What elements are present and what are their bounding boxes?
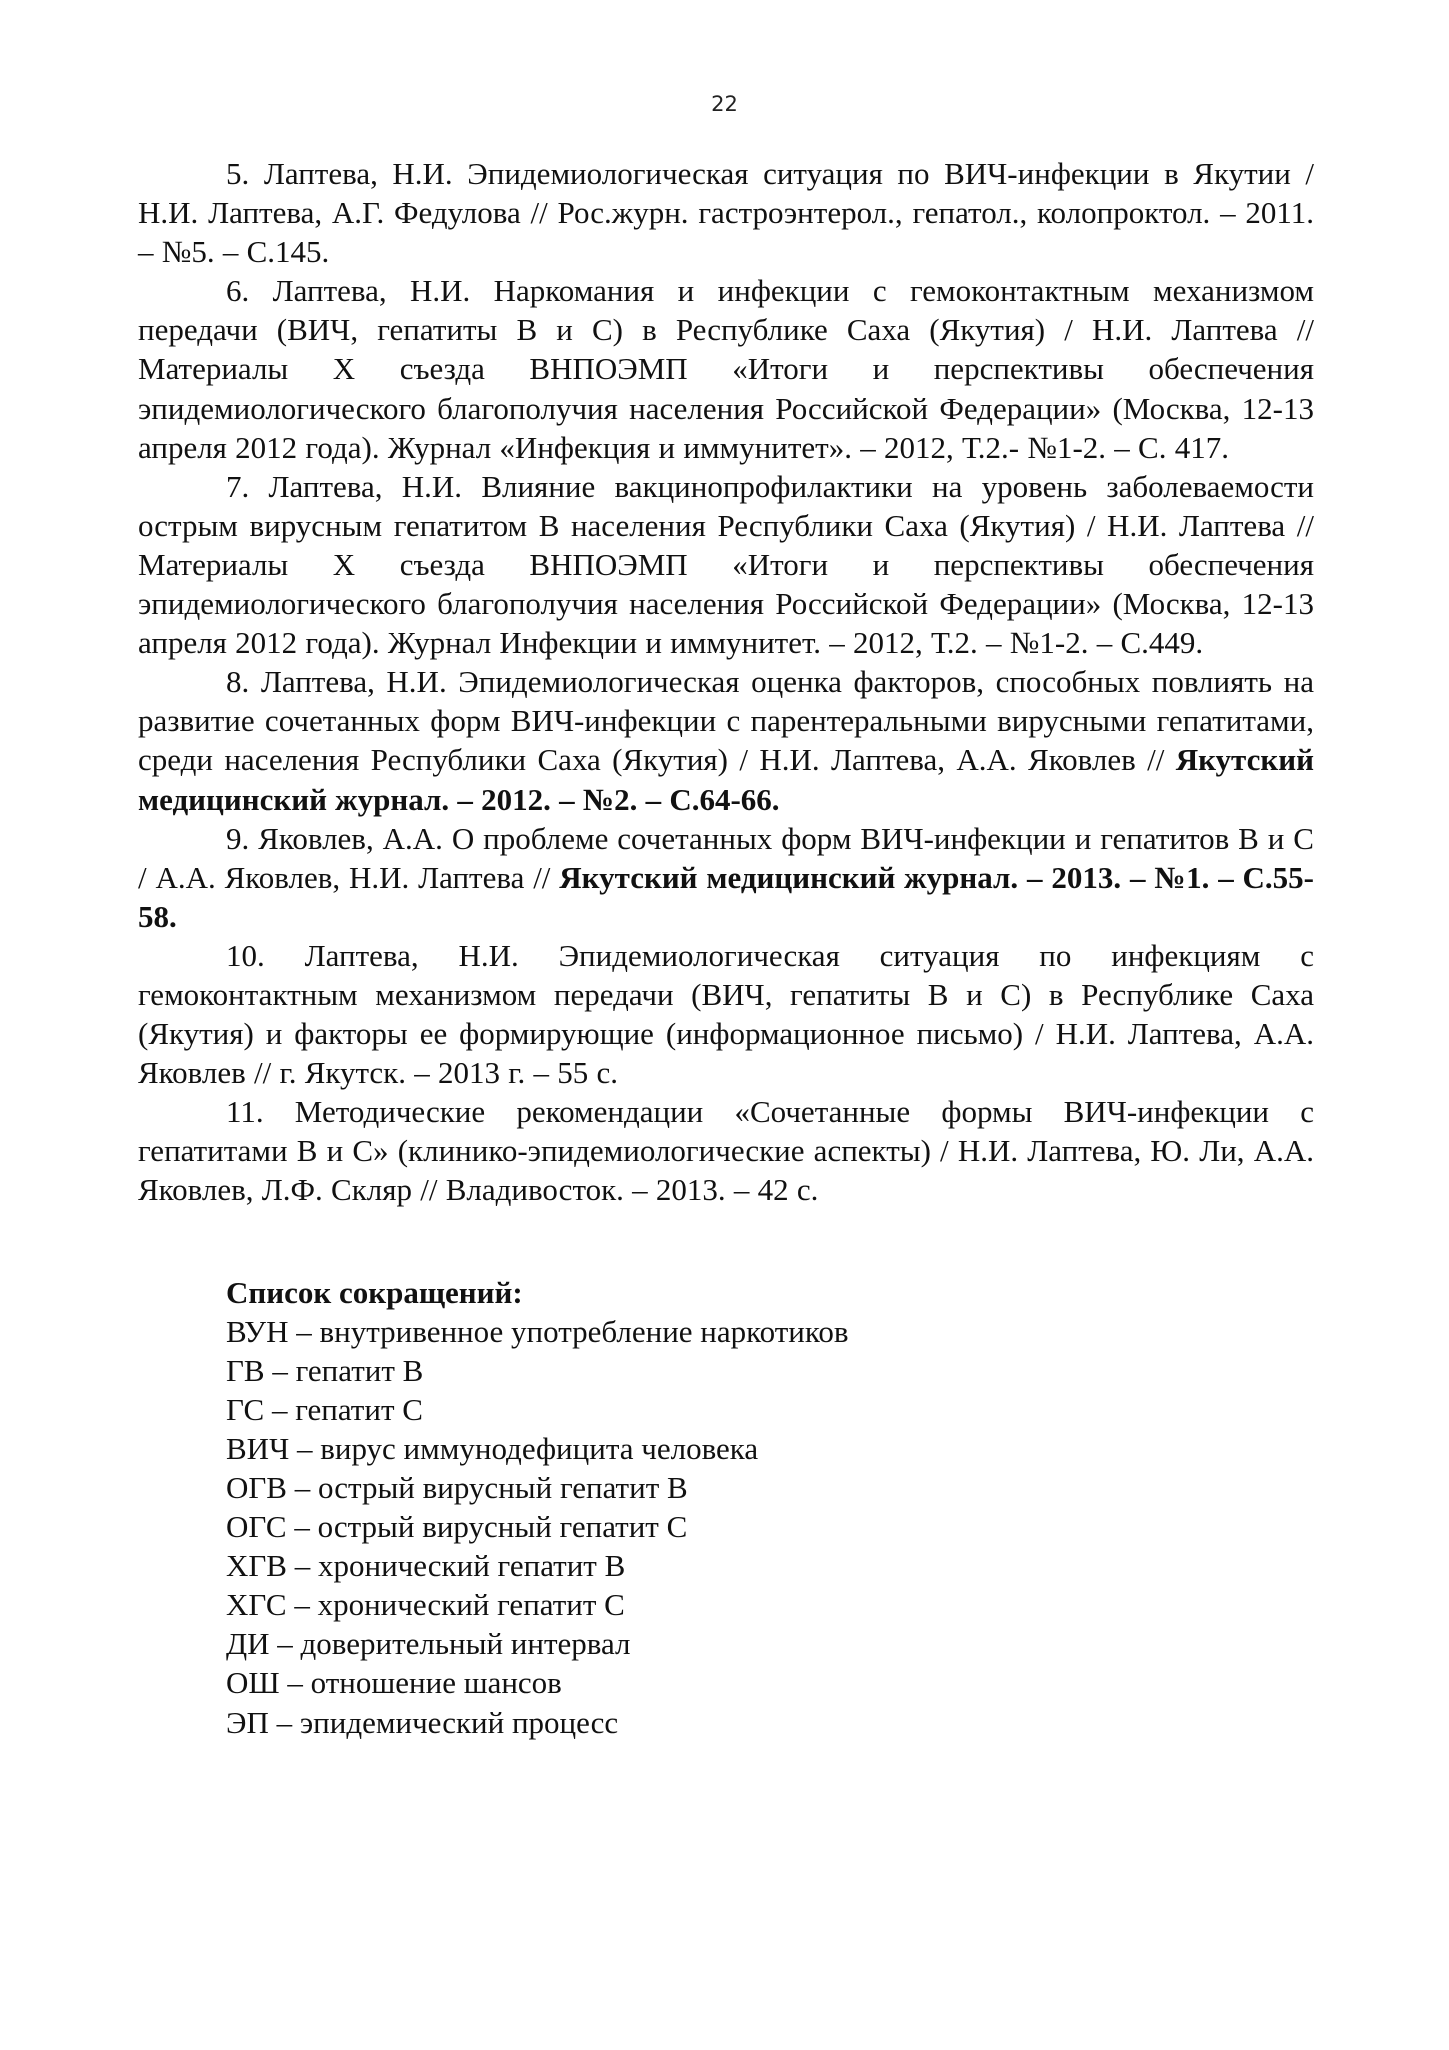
abbreviation-item: ХГВ – хронический гепатит В xyxy=(226,1548,626,1584)
reference-text: 10. Лаптева, Н.И. Эпидемиологическая ситуация по инфекциям с гемоконтактным механизмом передачи (ВИЧ, гепатиты В и С) в Республике Саха (Якутия) и факторы ее формирующие (информационное письмо) / Н.И. Лаптева, А.А. Яковлев // г. Якутск. – 2013 г. – 55 с. xyxy=(138,937,1314,1091)
abbreviations-list xyxy=(226,1312,1314,1742)
abbreviation-item: ДИ – доверительный интервал xyxy=(226,1626,631,1662)
abbreviation-item: ЭП – эпидемический процесс xyxy=(226,1704,619,1740)
abbreviation-item: ОГС – острый вирусный гепатит С xyxy=(226,1509,688,1545)
reference-text: 5. Лаптева, Н.И. Эпидемиологическая ситуация по ВИЧ-инфекции в Якутии / Н.И. Лаптева, А.Г. Федулова // Рос.журн. гастроэнтерол., гепатол., колопроктол. – 2011. – №5. – С.145. xyxy=(138,156,1314,270)
reference-list xyxy=(138,154,1314,1210)
reference-item xyxy=(138,271,1314,466)
abbreviation-item: ОШ – отношение шансов xyxy=(226,1665,562,1701)
reference-item xyxy=(138,662,1314,818)
reference-item xyxy=(138,819,1314,936)
reference-journal: Якутский медицинский журнал. – 2012. – №2. – С.64-66. xyxy=(138,742,1314,817)
abbreviation-item: ХГС – хронический гепатит С xyxy=(226,1587,625,1623)
abbreviations-section xyxy=(138,1273,1314,1742)
page-number: 22 xyxy=(711,92,738,116)
abbreviation-item: ВИЧ – вирус иммунодефицита человека xyxy=(226,1430,759,1466)
reference-text: 7. Лаптева, Н.И. Влияние вакцинопрофилактики на уровень заболеваемости острым вирусным гепатитом В населения Республики Саха (Якутия) / Н.И. Лаптева // Материалы X съезда ВНПОЭМП «Итоги и перспективы обеспечения эпидемиологического благополучия населения Российской Федерации» (Москва, 12-13 апреля 2012 года). Журнал Инфекции и иммунитет. – 2012, Т.2. – №1-2. – С.449. xyxy=(138,468,1314,661)
reference-item xyxy=(138,467,1314,662)
reference-item xyxy=(138,154,1314,271)
reference-text: 6. Лаптева, Н.И. Наркомания и инфекции с гемоконтактным механизмом передачи (ВИЧ, гепатиты В и С) в Республике Саха (Якутия) / Н.И. Лаптева // Материалы X съезда ВНПОЭМП «Итоги и перспективы обеспечения эпидемиологического благополучия населения Российской Федерации» (Москва, 12-13 апреля 2012 года). Журнал «Инфекция и иммунитет». – 2012, Т.2.- №1-2. – С. 417. xyxy=(138,273,1314,465)
abbreviation-item: ГВ – гепатит В xyxy=(226,1352,424,1388)
abbreviation-item: ВУН – внутривенное употребление наркотиков xyxy=(226,1313,849,1349)
page-body xyxy=(138,154,1314,1742)
reference-text: 9. Яковлев, А.А. О проблеме сочетанных форм ВИЧ-инфекции и гепатитов В и С / А.А. Яковлев, Н.И. Лаптева // xyxy=(138,820,1314,895)
abbreviations-title: Список сокращений: xyxy=(226,1274,523,1310)
abbreviation-item: ГС – гепатит С xyxy=(226,1391,423,1427)
reference-item xyxy=(138,1092,1314,1209)
reference-text: 8. Лаптева, Н.И. Эпидемиологическая оценка факторов, способных повлиять на развитие сочетанных форм ВИЧ-инфекции с парентеральными вирусными гепатитами, среди населения Республики Саха (Якутия) / Н.И. Лаптева, А.А. Яковлев // xyxy=(138,664,1314,778)
reference-text: 11. Методические рекомендации «Сочетанные формы ВИЧ-инфекции с гепатитами В и С» (клинико-эпидемиологические аспекты) / Н.И. Лаптева, Ю. Ли, А.А. Яковлев, Л.Ф. Скляр // Владивосток. – 2013. – 42 с. xyxy=(138,1094,1314,1208)
reference-journal: Якутский медицинский журнал. – 2013. – №1. – С.55-58. xyxy=(138,859,1315,934)
reference-item xyxy=(138,936,1314,1092)
abbreviation-item: ОГВ – острый вирусный гепатит В xyxy=(226,1470,688,1505)
